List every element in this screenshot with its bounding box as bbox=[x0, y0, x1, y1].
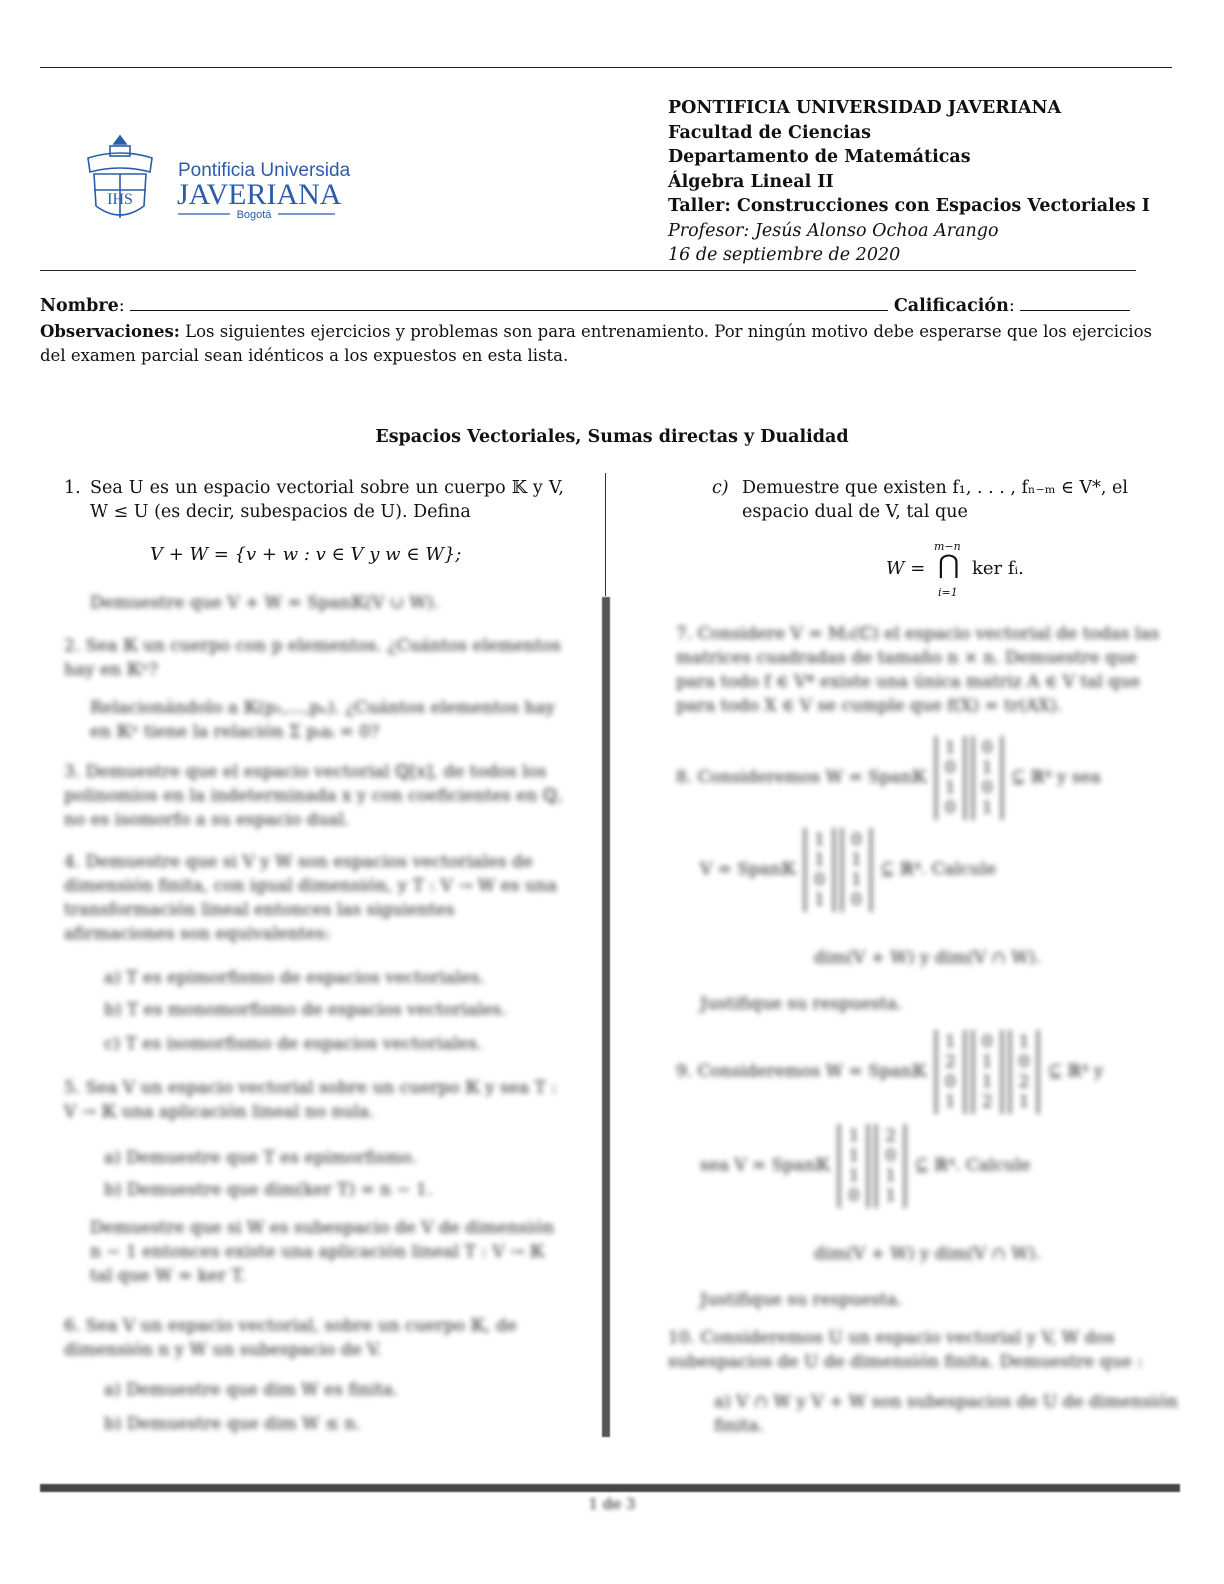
blurred-right-2-text: 8. Consideremos W = Span𝕂 bbox=[676, 767, 927, 788]
blurred-right-3 bbox=[700, 828, 1180, 912]
header-block bbox=[668, 96, 1188, 268]
header-workshop: Taller: Construcciones con Espacios Vectoriales I bbox=[668, 196, 1150, 216]
name-blank[interactable] bbox=[130, 296, 888, 311]
blurred-left-9: 6. Sea V un espacio vectorial, sobre un cuerpo 𝕂, de dimensión n y W un subespacio de V. bbox=[64, 1316, 517, 1360]
blurred-right-7-text: sea V = Span𝕂 bbox=[700, 1155, 831, 1176]
blurred-left-3: Relacionándolo a 𝕂(p₁,...,pₙ). ¿Cuántos elementos hay en 𝕂ⁿ tiene la relación Σ pᵢaᵢ = 0? bbox=[90, 698, 556, 742]
exercise-1-text: Sea U es un espacio vectorial sobre un cuerpo 𝕂 y V, W ≤ U (es decir, subespacios de U). Defina bbox=[90, 478, 564, 522]
blurred-right-7b-text: ⊆ ℝ⁴. Calcule bbox=[914, 1155, 1031, 1176]
matrix-v3: 1 1 1 0 bbox=[838, 1124, 869, 1208]
blurred-right-2b-text: ⊆ ℝ⁴ y sea bbox=[1010, 767, 1101, 788]
logo-seal: IHS bbox=[107, 191, 133, 208]
exercise-1 bbox=[64, 476, 564, 524]
blurred-right-4: dim(V + W) y dim(V ∩ W). bbox=[814, 948, 1041, 968]
blurred-left-9a: a) Demuestre que dim W es finita. bbox=[104, 1380, 399, 1400]
blurred-right-5: Justifique su respuesta. bbox=[700, 994, 903, 1014]
matrix-v4: 2 0 1 1 bbox=[875, 1124, 906, 1208]
university-logo bbox=[80, 128, 350, 228]
matrix-v1: 1 1 0 1 bbox=[804, 828, 835, 912]
eq-cap: ⋂ bbox=[938, 550, 960, 580]
name-label: Nombre bbox=[40, 296, 119, 316]
eq-rhs: ker fᵢ. bbox=[972, 558, 1024, 579]
blurred-right-9: Justifique su respuesta. bbox=[700, 1290, 903, 1310]
blurred-right-3-text: V = Span𝕂 bbox=[700, 859, 796, 880]
blurred-left-4: 3. Demuestre que el espacio vectorial ℚ[x], de todos los polinomios en la indeterminada x y con coeficientes en ℚ, no es isomorfo a su espacio dual. bbox=[64, 762, 563, 830]
header-professor: Profesor: Jesús Alonso Ochoa Arango bbox=[668, 220, 999, 241]
logo-line3: Bogotá bbox=[236, 209, 272, 221]
header-department: Departamento de Matemáticas bbox=[668, 147, 971, 167]
matrix-w3: 1 2 0 1 bbox=[935, 1030, 966, 1114]
header-date: 16 de septiembre de 2020 bbox=[668, 245, 901, 265]
matrix-v2: 0 1 1 0 bbox=[841, 828, 872, 912]
blurred-left-9b: b) Demuestre que dim W ≤ n. bbox=[104, 1414, 361, 1434]
blurred-left-7b: b) Demuestre que dim(ker T) = n − 1. bbox=[104, 1180, 433, 1200]
footer-rule bbox=[40, 1484, 1180, 1492]
blurred-right-8: dim(V + W) y dim(V ∩ W). bbox=[814, 1244, 1041, 1264]
blurred-left-7: 5. Sea V un espacio vectorial sobre un cuerpo 𝕂 y sea T : V → 𝕂 una aplicación lineal no nula. bbox=[64, 1078, 557, 1122]
name-grade-line: Nombre: Calificación: bbox=[40, 296, 1180, 316]
header-bottom-rule bbox=[40, 270, 1136, 271]
obs-label: Observaciones: bbox=[40, 322, 180, 341]
grade-label: Calificación bbox=[893, 296, 1009, 316]
blurred-left-8: Demuestre que si W es subespacio de V de dimensión n − 1 entonces existe una aplicación lineal T : V → 𝕂 tal que W = ker T. bbox=[90, 1218, 555, 1286]
exercise-1-equation: V + W = {v + w : v ∈ V y w ∈ W}; bbox=[150, 544, 462, 565]
blurred-right-1: 7. Considere V = M₂(ℂ) el espacio vectorial de todas las matrices cuadradas de tamaño n × n. Demuestre que para todo f ∈ V* existe una única matriz A ∈ V tal que para todo X ∈ V se cumple que f(X) = tr(AX). bbox=[676, 624, 1160, 716]
blurred-left-2: 2. Sea 𝕂 un cuerpo con p elementos. ¿Cuántos elementos hay en 𝕂ⁿ? bbox=[64, 636, 562, 680]
blurred-right-6b-text: ⊆ ℝ⁴ y bbox=[1047, 1061, 1104, 1082]
blurred-left-6a: a) T es epimorfismo de espacios vectoriales. bbox=[104, 968, 485, 988]
exercise-c bbox=[712, 476, 1172, 524]
column-divider-blurred bbox=[602, 597, 610, 1437]
header-university: PONTIFICIA UNIVERSIDAD JAVERIANA bbox=[668, 98, 1062, 118]
observations bbox=[40, 320, 1180, 368]
blurred-right-10a: a) V ∩ W y V + W son subespacios de U de dimensión finita. bbox=[714, 1392, 1178, 1436]
blurred-right-6-text: 9. Consideremos W = Span𝕂 bbox=[676, 1061, 927, 1082]
eq-lhs: W = bbox=[886, 558, 926, 579]
logo-line1: Pontificia Universidad bbox=[178, 160, 350, 181]
top-rule bbox=[40, 67, 1172, 68]
blurred-right-7 bbox=[700, 1124, 1180, 1208]
matrix-w1: 1 0 1 0 bbox=[935, 736, 966, 820]
exercise-c-label: c) bbox=[712, 478, 729, 498]
exercise-c-text: Demuestre que existen f₁, . . . , fₙ₋ₘ ∈ V*, el espacio dual de V, tal que bbox=[742, 478, 1129, 522]
logo-line2: JAVERIANA bbox=[177, 178, 342, 211]
blurred-left-6b: b) T es monomorfismo de espacios vectoriales. bbox=[104, 1000, 507, 1020]
blurred-right-3b-text: ⊆ ℝ⁴. Calcule bbox=[880, 859, 997, 880]
page-number: 1 de 3 bbox=[588, 1495, 636, 1513]
section-title: Espacios Vectoriales, Sumas directas y Dualidad bbox=[375, 427, 849, 447]
blurred-left-7a: a) Demuestre que T es epimorfismo. bbox=[104, 1148, 417, 1168]
matrix-w5: 1 0 2 1 bbox=[1009, 1030, 1040, 1114]
column-divider bbox=[605, 473, 606, 596]
blurred-left-1: Demuestre que V + W = Span𝕂(V ∪ W). bbox=[90, 593, 439, 613]
matrix-w2: 0 1 0 1 bbox=[972, 736, 1003, 820]
blurred-left-5: 4. Demuestre que si V y W son espacios vectoriales de dimensión finita, con igual dimensión, y T : V → W es una transformación lineal entonces las siguientes afirmaciones son equivalentes: bbox=[64, 852, 557, 944]
grade-blank[interactable] bbox=[1020, 296, 1130, 311]
exercise-1-number: 1. bbox=[64, 478, 81, 498]
blurred-right-6 bbox=[676, 1030, 1186, 1114]
eq-sub: i=1 bbox=[938, 586, 958, 599]
blurred-right-2 bbox=[676, 736, 1186, 820]
eq-sup: m−n bbox=[934, 540, 961, 553]
exercise-c-equation bbox=[886, 540, 1086, 604]
blurred-left-6c: c) T es isomorfismo de espacios vectoriales. bbox=[104, 1034, 483, 1054]
header-course: Álgebra Lineal II bbox=[668, 171, 834, 192]
header-faculty: Facultad de Ciencias bbox=[668, 122, 871, 143]
blurred-right-10: 10. Consideremos U un espacio vectorial y V, W dos subespacios de U de dimensión finita. Demuestre que : bbox=[668, 1328, 1143, 1372]
matrix-w4: 0 1 1 2 bbox=[972, 1030, 1003, 1114]
obs-text: Los siguientes ejercicios y problemas son para entrenamiento. Por ningún motivo debe esperarse que los ejercicios del examen parcial sean idénticos a los expuestos en esta lista. bbox=[40, 322, 1152, 365]
